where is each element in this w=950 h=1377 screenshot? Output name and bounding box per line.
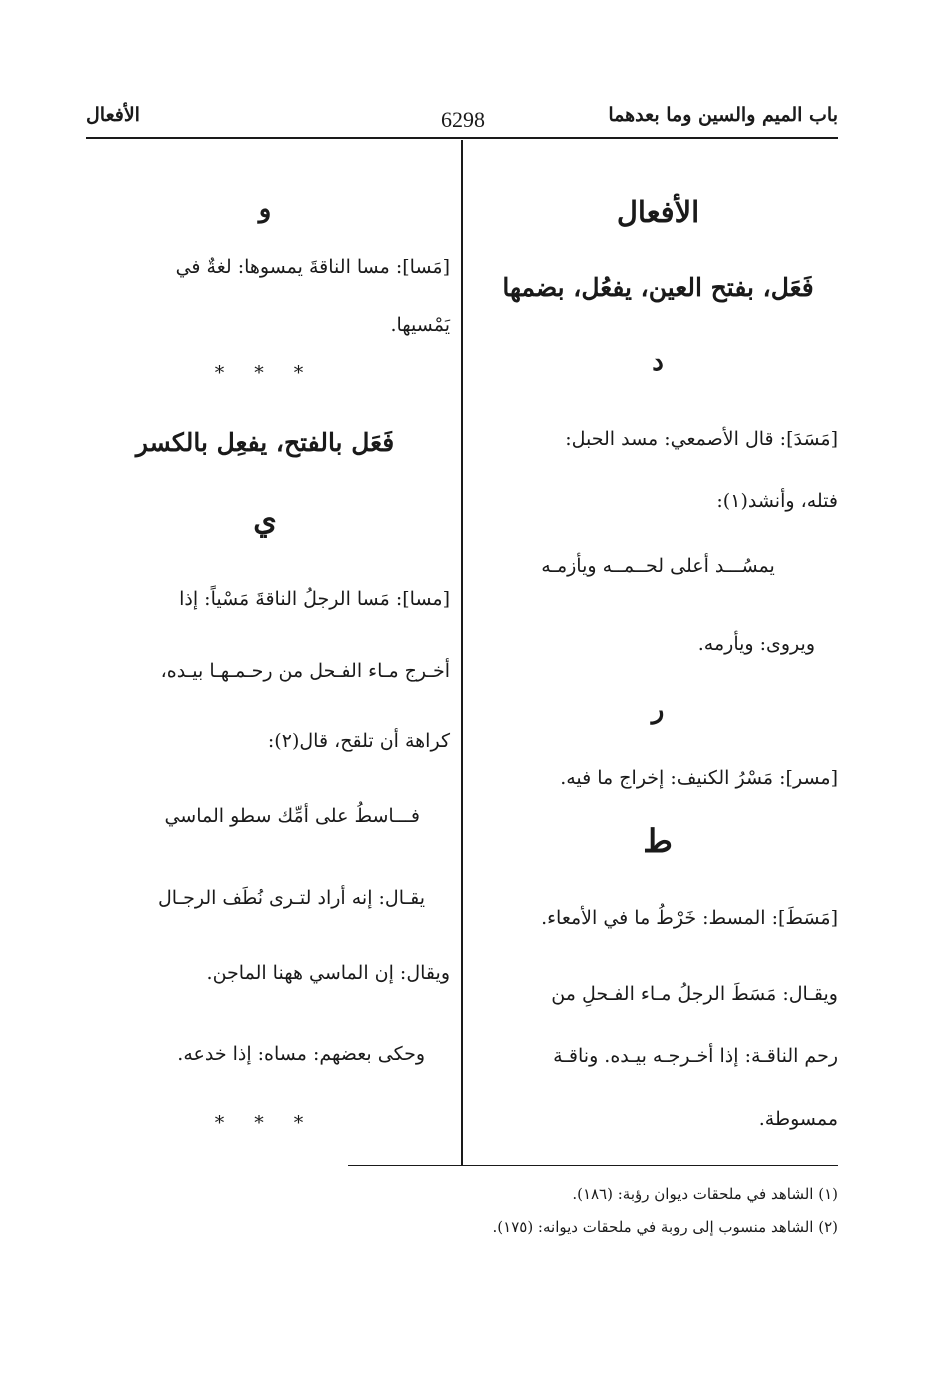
footnote-rule (348, 1165, 838, 1166)
footnote-1: (١) الشاهد في ملحقات ديوان رؤبة: (١٨٦). (572, 1185, 838, 1203)
right-title: الأفعال (616, 195, 700, 229)
entry-line: أخـرج مـاء الفـحل من رحـمـهـا بيـده، (160, 660, 450, 682)
chapter-title: باب الميم والسين وما بعدهما (608, 104, 838, 126)
entry-line: ممسوطة. (758, 1108, 838, 1130)
entry-masa-waw: [مَسا]: مسا الناقةَ يمسوها: لغةٌ في (175, 256, 450, 278)
letter-ya: ي (253, 503, 277, 538)
entry-line: ويقال: إن الماسي ههنا الماجن. (206, 962, 450, 984)
page-number: 6298 (441, 107, 485, 132)
section-title: الأفعال (86, 104, 140, 126)
section-separator: * * * (214, 362, 316, 384)
right-pattern-heading: فَعَل، بفتح العين، يفعُل، بضمها (502, 273, 814, 302)
left-pattern-heading: فَعَل بالفتح، يفعِل بالكسر (135, 428, 395, 457)
entry-line: يَمْسيها. (390, 314, 450, 336)
letter-ta: ط (643, 822, 673, 860)
header-rule (86, 137, 838, 139)
entry-masat: [مَسَطَ]: المسط: خَرْطُ ما في الأمعاء. (541, 907, 838, 929)
entry-masr: [مسر]: مَسْرُ الكنيف: إخراج ما فيه. (560, 767, 838, 789)
entry-line: ويروى: ويأرمه. (697, 633, 815, 655)
verse: يمسُـــد أعلى لحــمــه ويأزمـه (541, 555, 775, 577)
entry-masa-ya: [مسا]: مَسا الرجلُ الناقةَ مَسْياً: إذا (179, 588, 450, 610)
verse: فـــاسطُ على أمِّك سطو الماسي (164, 805, 420, 827)
entry-line: فتله، وأنشد(١): (716, 490, 838, 512)
section-separator: * * * (214, 1112, 316, 1134)
entry-line: رحم الناقـة: إذا أخـرجـه بيـده. وناقـة (553, 1045, 838, 1067)
letter-waw: و (258, 194, 272, 224)
entry-masad: [مَسَدَ]: قال الأصمعي: مسد الحبل: (565, 428, 838, 450)
entry-line: كراهة أن تلقح، قال(٢): (267, 730, 450, 752)
footnote-2: (٢) الشاهد منسوب إلى روبة في ملحقات ديوانه: (١٧٥). (492, 1218, 838, 1236)
letter-ra: ر (651, 695, 665, 725)
letter-dal: د (652, 347, 664, 377)
entry-line: وحكى بعضهم: مساه: إذا خدعه. (177, 1043, 425, 1065)
entry-line: يقـال: إنه أراد لتـرى نُطَف الرجـال (157, 887, 425, 909)
entry-line: ويقـال: مَسَطَ الرجلُ مـاء الفـحلِ من (551, 983, 838, 1005)
